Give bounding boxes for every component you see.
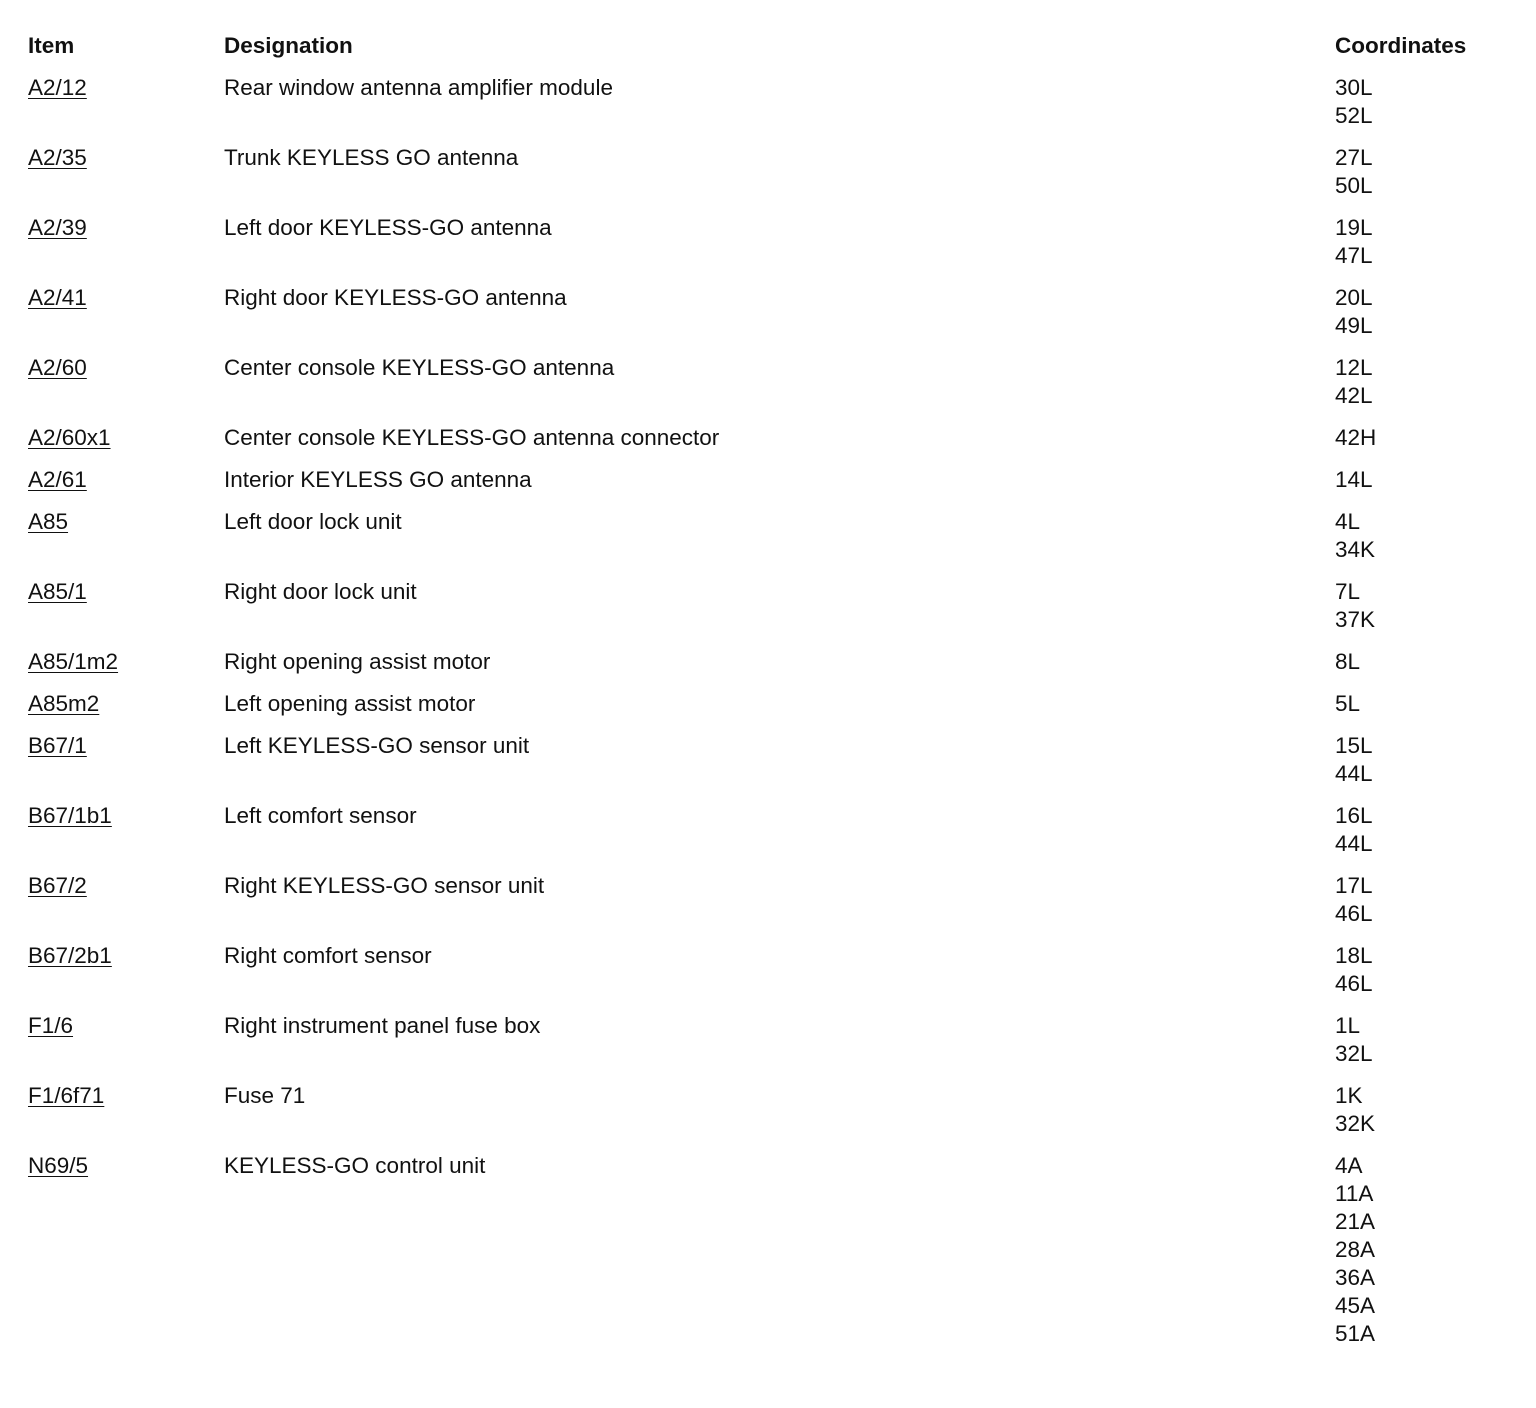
coordinate-value: 42H xyxy=(1335,425,1377,450)
item-link[interactable]: A2/61 xyxy=(28,467,87,492)
item-link[interactable]: F1/6 xyxy=(28,1013,74,1038)
designation-cell: Right door lock unit xyxy=(224,579,417,604)
item-cell xyxy=(28,1082,224,1110)
item-link[interactable]: A2/35 xyxy=(28,145,87,170)
coordinate-value: 34K xyxy=(1335,537,1376,562)
item-link[interactable]: F1/6f71 xyxy=(28,1083,105,1108)
coordinate-value: 1K xyxy=(1335,1083,1363,1108)
coordinate-value: 46L xyxy=(1335,971,1373,996)
table-row xyxy=(28,74,1508,130)
coordinates-cell xyxy=(1335,508,1508,564)
item-link[interactable]: A2/41 xyxy=(28,285,87,310)
header-coordinates: Coordinates xyxy=(1335,33,1467,58)
item-cell xyxy=(28,578,224,606)
coordinate-value: 49L xyxy=(1335,313,1373,338)
designation-cell: Left opening assist motor xyxy=(224,691,476,716)
coordinate-value: 11A xyxy=(1335,1181,1374,1206)
coordinate-value: 17L xyxy=(1335,873,1373,898)
coordinates-cell xyxy=(1335,872,1508,928)
item-link[interactable]: B67/1b1 xyxy=(28,803,112,828)
coordinates-cell xyxy=(1335,466,1508,494)
coordinate-value: 42L xyxy=(1335,383,1373,408)
header-designation: Designation xyxy=(224,33,353,58)
coordinate-value: 12L xyxy=(1335,355,1373,380)
coordinate-value: 36A xyxy=(1335,1265,1376,1290)
table-row xyxy=(28,508,1508,564)
coordinates-cell xyxy=(1335,942,1508,998)
coordinates-cell xyxy=(1335,74,1508,130)
item-link[interactable]: A2/60x1 xyxy=(28,425,111,450)
coordinates-cell xyxy=(1335,690,1508,718)
item-link[interactable]: A85 xyxy=(28,509,69,534)
coordinate-value: 46L xyxy=(1335,901,1373,926)
table-row xyxy=(28,466,1508,494)
item-cell xyxy=(28,1152,224,1180)
item-cell xyxy=(28,942,224,970)
coordinate-value: 44L xyxy=(1335,831,1373,856)
item-cell xyxy=(28,466,224,494)
designation-cell: Left KEYLESS-GO sensor unit xyxy=(224,733,530,758)
coordinate-value: 28A xyxy=(1335,1237,1376,1262)
designation-cell: Rear window antenna amplifier module xyxy=(224,75,613,100)
coordinate-value: 45A xyxy=(1335,1293,1376,1318)
table-row xyxy=(28,214,1508,270)
table-row xyxy=(28,578,1508,634)
table-row xyxy=(28,424,1508,452)
item-link[interactable]: A85m2 xyxy=(28,691,100,716)
designation-cell: Right KEYLESS-GO sensor unit xyxy=(224,873,545,898)
designation-cell: Center console KEYLESS-GO antenna xyxy=(224,355,615,380)
component-legend-table xyxy=(28,32,1508,1362)
coordinate-value: 4A xyxy=(1335,1153,1363,1178)
coordinates-cell xyxy=(1335,1012,1508,1068)
coordinate-value: 16L xyxy=(1335,803,1373,828)
item-link[interactable]: A85/1 xyxy=(28,579,87,604)
table-row xyxy=(28,732,1508,788)
designation-cell: Right comfort sensor xyxy=(224,943,432,968)
coordinate-value: 18L xyxy=(1335,943,1373,968)
coordinate-value: 52L xyxy=(1335,103,1373,128)
designation-cell: Fuse 71 xyxy=(224,1083,306,1108)
designation-cell: Left door lock unit xyxy=(224,509,402,534)
table-row xyxy=(28,354,1508,410)
coordinate-value: 51A xyxy=(1335,1321,1376,1346)
coordinate-value: 7L xyxy=(1335,579,1361,604)
table-header xyxy=(28,32,1508,60)
item-cell xyxy=(28,508,224,536)
coordinate-value: 50L xyxy=(1335,173,1373,198)
item-cell xyxy=(28,648,224,676)
item-link[interactable]: A2/12 xyxy=(28,75,87,100)
coordinates-cell xyxy=(1335,732,1508,788)
item-cell xyxy=(28,690,224,718)
designation-cell: Center console KEYLESS-GO antenna connector xyxy=(224,425,720,450)
coordinates-cell xyxy=(1335,1152,1508,1348)
designation-cell: Interior KEYLESS GO antenna xyxy=(224,467,532,492)
coordinate-value: 14L xyxy=(1335,467,1373,492)
coordinates-cell xyxy=(1335,1082,1508,1138)
designation-cell: Left door KEYLESS-GO antenna xyxy=(224,215,552,240)
coordinates-cell xyxy=(1335,354,1508,410)
coordinate-value: 37K xyxy=(1335,607,1376,632)
item-cell xyxy=(28,802,224,830)
table-row xyxy=(28,802,1508,858)
coordinate-value: 5L xyxy=(1335,691,1361,716)
table-row xyxy=(28,872,1508,928)
designation-cell: KEYLESS-GO control unit xyxy=(224,1153,486,1178)
coordinate-value: 27L xyxy=(1335,145,1373,170)
item-cell xyxy=(28,144,224,172)
table-body xyxy=(28,74,1508,1348)
item-link[interactable]: B67/2 xyxy=(28,873,87,898)
coordinate-value: 32K xyxy=(1335,1111,1376,1136)
coordinate-value: 30L xyxy=(1335,75,1373,100)
designation-cell: Right instrument panel fuse box xyxy=(224,1013,541,1038)
header-item: Item xyxy=(28,33,75,58)
item-cell xyxy=(28,354,224,382)
coordinate-value: 44L xyxy=(1335,761,1373,786)
coordinate-value: 8L xyxy=(1335,649,1361,674)
table-row xyxy=(28,1082,1508,1138)
item-link[interactable]: B67/2b1 xyxy=(28,943,112,968)
item-cell xyxy=(28,732,224,760)
item-link[interactable]: A85/1m2 xyxy=(28,649,119,674)
designation-cell: Right door KEYLESS-GO antenna xyxy=(224,285,567,310)
coordinates-cell xyxy=(1335,144,1508,200)
coordinate-value: 21A xyxy=(1335,1209,1376,1234)
item-cell xyxy=(28,1012,224,1040)
item-cell xyxy=(28,214,224,242)
table-row xyxy=(28,144,1508,200)
designation-cell: Right opening assist motor xyxy=(224,649,491,674)
item-link[interactable]: N69/5 xyxy=(28,1153,89,1178)
coordinate-value: 4L xyxy=(1335,509,1361,534)
coordinates-cell xyxy=(1335,802,1508,858)
coordinate-value: 32L xyxy=(1335,1041,1373,1066)
item-cell xyxy=(28,424,224,452)
table-row xyxy=(28,284,1508,340)
coordinate-value: 20L xyxy=(1335,285,1373,310)
item-link[interactable]: A2/60 xyxy=(28,355,87,380)
item-cell xyxy=(28,872,224,900)
coordinate-value: 47L xyxy=(1335,243,1373,268)
coordinates-cell xyxy=(1335,214,1508,270)
coordinates-cell xyxy=(1335,424,1508,452)
table-row xyxy=(28,690,1508,718)
designation-cell: Left comfort sensor xyxy=(224,803,417,828)
coordinate-value: 1L xyxy=(1335,1013,1361,1038)
table-row xyxy=(28,648,1508,676)
table-row xyxy=(28,1152,1508,1348)
coordinates-cell xyxy=(1335,578,1508,634)
item-link[interactable]: A2/39 xyxy=(28,215,87,240)
table-row xyxy=(28,1012,1508,1068)
item-cell xyxy=(28,74,224,102)
table-row xyxy=(28,942,1508,998)
item-cell xyxy=(28,284,224,312)
item-link[interactable]: B67/1 xyxy=(28,733,87,758)
coordinate-value: 19L xyxy=(1335,215,1373,240)
coordinates-cell xyxy=(1335,648,1508,676)
coordinates-cell xyxy=(1335,284,1508,340)
coordinate-value: 15L xyxy=(1335,733,1373,758)
designation-cell: Trunk KEYLESS GO antenna xyxy=(224,145,519,170)
